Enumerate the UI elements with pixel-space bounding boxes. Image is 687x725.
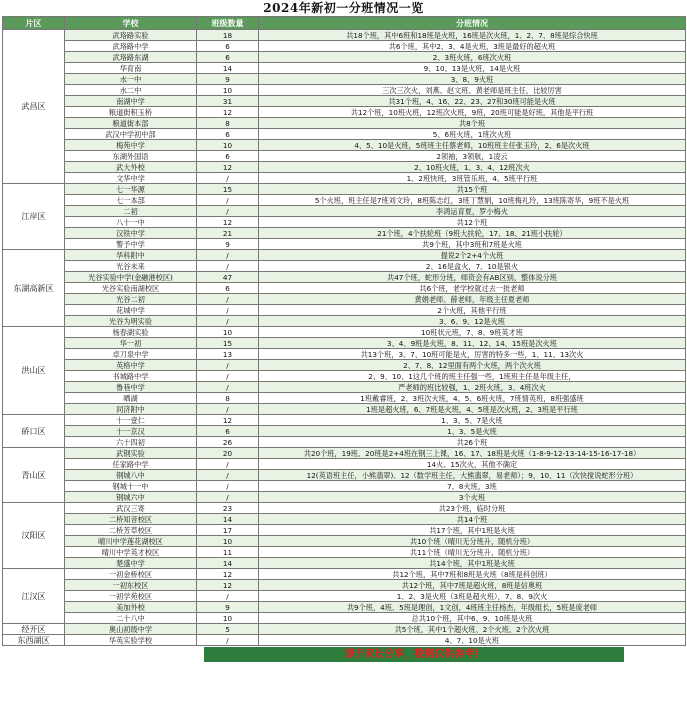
assignment-info-cell: 三次三次火，刘燕、赵文班、黄老师是班主任，比较厉害 (259, 85, 686, 96)
table-row (3, 305, 686, 316)
assignment-info-cell: 李鸿运育夏，罗小梅火 (259, 206, 686, 217)
table-row (3, 316, 686, 327)
assignment-info-cell: 共10个班（晴川无分班升，随机分班） (259, 536, 686, 547)
table-row (3, 85, 686, 96)
class-count-cell: 10 (197, 536, 259, 547)
school-cell: 十一京汉 (65, 426, 197, 437)
class-count-cell: / (197, 371, 259, 382)
school-cell: 二桥芳草校区 (65, 525, 197, 536)
class-count-cell: 26 (197, 437, 259, 448)
assignment-info-cell: 4、7、10是火班 (259, 635, 686, 646)
assignment-info-cell: 2个火班，其他平行班 (259, 305, 686, 316)
class-count-cell: 47 (197, 272, 259, 283)
class-count-cell: 20 (197, 448, 259, 459)
school-cell: 杨春湖实验 (65, 327, 197, 338)
table-row (3, 459, 686, 470)
school-cell: 书城路中学 (65, 371, 197, 382)
school-cell: 光谷二初 (65, 294, 197, 305)
assignment-info-cell: 5、6班火班，1班次火班 (259, 129, 686, 140)
district-cell: 东湖高新区 (3, 250, 65, 327)
table-row (3, 107, 686, 118)
school-cell: 二桥知音校区 (65, 514, 197, 525)
school-cell: 华育南 (65, 63, 197, 74)
table-row (3, 195, 686, 206)
table-row (3, 514, 686, 525)
class-count-cell: 15 (197, 184, 259, 195)
table-row (3, 481, 686, 492)
class-count-cell: 6 (197, 283, 259, 294)
assignment-info-cell: 黄娟老师、薛老师，年级主任夏老师 (259, 294, 686, 305)
table-row (3, 96, 686, 107)
assignment-info-cell: 3、8、9火班 (259, 74, 686, 85)
table-row (3, 536, 686, 547)
class-count-cell: 12 (197, 415, 259, 426)
class-count-cell: 31 (197, 96, 259, 107)
table-row (3, 52, 686, 63)
class-count-cell: 6 (197, 52, 259, 63)
district-cell: 东西湖区 (3, 635, 65, 646)
table-row (3, 349, 686, 360)
school-cell: 光谷实验南湖校区 (65, 283, 197, 294)
class-count-cell: 6 (197, 41, 259, 52)
school-cell: 水二中 (65, 85, 197, 96)
table-row (3, 250, 686, 261)
assignment-info-cell: 2、7、8、12里面有两个火班，两个次火班 (259, 360, 686, 371)
table-row (3, 470, 686, 481)
table-row (3, 327, 686, 338)
class-count-cell: 9 (197, 239, 259, 250)
header-info: 分班情况 (259, 17, 686, 30)
district-cell: 江汉区 (3, 569, 65, 624)
assignment-info-cell: 10班状元班，7、8、9班英才班 (259, 327, 686, 338)
school-cell: 二十八中 (65, 613, 197, 624)
school-cell: 水一中 (65, 74, 197, 85)
class-count-cell: 17 (197, 525, 259, 536)
table-row (3, 261, 686, 272)
assignment-info-cell: 提说2个2+4个火班 (259, 250, 686, 261)
class-count-cell: / (197, 635, 259, 646)
school-cell: 南湖中学 (65, 96, 197, 107)
table-row (3, 217, 686, 228)
class-count-cell: 9 (197, 74, 259, 85)
assignment-info-cell: 5个火班，班主任是7班刘文玲，8班陈志红，3班丁慧娟，10班梅礼玲，13班陈寄华，9班不是火班 (259, 195, 686, 206)
table-row (3, 173, 686, 184)
class-count-cell: / (197, 261, 259, 272)
class-count-cell: 10 (197, 613, 259, 624)
class-count-cell: / (197, 492, 259, 503)
assignment-info-cell: 共12个班，其中7班和8班是火班（8班是科创班） (259, 569, 686, 580)
class-count-cell: / (197, 382, 259, 393)
assignment-info-cell: 12(英语班主任，小熊翡翠)、12（数学班主任，大熊翡翠，易老师）；9、10、11（次快搅说蛇形分班） (259, 470, 686, 481)
assignment-info-cell: 1、2班快班，3班管乐班，4、5班平行班 (259, 173, 686, 184)
school-cell: 楚盛中学 (65, 558, 197, 569)
assignment-info-cell: 共31个班，4、16、22、23、27和30班可能是火班 (259, 96, 686, 107)
assignment-info-cell: 共8个班 (259, 118, 686, 129)
class-assignment-table (2, 16, 686, 646)
assignment-info-cell: 1、2、3是火班（3班是超火班），7、8、9次火 (259, 591, 686, 602)
assignment-info-cell: 1、3、5是火班 (259, 426, 686, 437)
class-count-cell: 18 (197, 30, 259, 41)
class-count-cell: 15 (197, 338, 259, 349)
school-cell: 一初金桥校区 (65, 569, 197, 580)
footer-note: 源于家长分享，数据仅供参考！ (204, 647, 624, 662)
table-row (3, 415, 686, 426)
school-cell: 粮道街积玉桥 (65, 107, 197, 118)
class-count-cell: 12 (197, 580, 259, 591)
class-count-cell: 10 (197, 85, 259, 96)
school-cell: 光谷未来 (65, 261, 197, 272)
district-cell: 洪山区 (3, 327, 65, 415)
class-count-cell: 6 (197, 129, 259, 140)
table-row (3, 426, 686, 437)
class-count-cell: 10 (197, 327, 259, 338)
school-cell: 华一初 (65, 338, 197, 349)
table-row (3, 283, 686, 294)
class-count-cell: / (197, 173, 259, 184)
school-cell: 武珞路东湖 (65, 52, 197, 63)
class-count-cell: / (197, 360, 259, 371)
assignment-info-cell: 共12个班 (259, 217, 686, 228)
table-row (3, 371, 686, 382)
class-count-cell: 9 (197, 602, 259, 613)
school-cell: 武汉三寄 (65, 503, 197, 514)
school-cell: 钢城十一中 (65, 481, 197, 492)
table-row (3, 118, 686, 129)
assignment-info-cell: 共13个班，3、7、10班可能是火，厉害的特多一些，1、11、13次火 (259, 349, 686, 360)
assignment-info-cell: 2、16是盒火，7、10是银火 (259, 261, 686, 272)
class-count-cell: / (197, 316, 259, 327)
assignment-info-cell: 共26个班 (259, 437, 686, 448)
table-row (3, 162, 686, 173)
school-cell: 武大外校 (65, 162, 197, 173)
table-row (3, 448, 686, 459)
class-count-cell: / (197, 195, 259, 206)
assignment-info-cell: 3、4、9班是火班，8、11、12、14、15班是次火班 (259, 338, 686, 349)
assignment-info-cell: 严老师的班比较强，1、2班火班，3、4班次火 (259, 382, 686, 393)
table-row (3, 184, 686, 195)
assignment-info-cell: 4、5、10是火班，5班班主任蔡老师，10班班主任张玉玲，2、6是次火班 (259, 140, 686, 151)
assignment-info-cell: 共17个班，其中1班是火班 (259, 525, 686, 536)
school-cell: 奥山初级中学 (65, 624, 197, 635)
school-cell: 武汉中学初中部 (65, 129, 197, 140)
school-cell: 武珞路实验 (65, 30, 197, 41)
table-row (3, 294, 686, 305)
class-count-cell: 14 (197, 558, 259, 569)
school-cell: 美加外校 (65, 602, 197, 613)
header-school: 学校 (65, 17, 197, 30)
class-count-cell: 10 (197, 140, 259, 151)
class-count-cell: 6 (197, 151, 259, 162)
table-row (3, 547, 686, 558)
page-title: 2024年新初一分班情况一览 (263, 1, 424, 15)
school-cell: 六十四初 (65, 437, 197, 448)
table-row (3, 525, 686, 536)
class-count-cell: / (197, 591, 259, 602)
school-cell: 卓刀泉中学 (65, 349, 197, 360)
assignment-info-cell: 共23个班，临时分班 (259, 503, 686, 514)
table-row (3, 558, 686, 569)
school-cell: 粮道街本部 (65, 118, 197, 129)
assignment-info-cell: 共12个班，10班火班，12班次火班，9班，20班可能是好班，其他是平行班 (259, 107, 686, 118)
assignment-info-cell: 共6个班，老学校就过去一批老师 (259, 283, 686, 294)
school-cell: 武钢实验 (65, 448, 197, 459)
school-cell: 光谷实验中学(金融港校区) (65, 272, 197, 283)
class-count-cell: 8 (197, 393, 259, 404)
assignment-info-cell: 14火、15次火，其他不确定 (259, 459, 686, 470)
district-cell: 武昌区 (3, 30, 65, 184)
district-cell: 汉阳区 (3, 503, 65, 569)
school-cell: 文华中学 (65, 173, 197, 184)
class-count-cell: 6 (197, 426, 259, 437)
assignment-info-cell: 共9个班，其中3班和7班是火班 (259, 239, 686, 250)
school-cell: 任家路中学 (65, 459, 197, 470)
class-count-cell: 12 (197, 569, 259, 580)
school-cell: 晴川中学莲花湖校区 (65, 536, 197, 547)
table-header-row (3, 17, 686, 30)
table-row (3, 129, 686, 140)
school-cell: 鲁巷中学 (65, 382, 197, 393)
assignment-info-cell: 共18个班，其中6班和18班是火班，16班是次火班，1、2、7、8班是综合快班 (259, 30, 686, 41)
table-row (3, 580, 686, 591)
table-row (3, 338, 686, 349)
assignment-info-cell: 3、6、9、12是火班 (259, 316, 686, 327)
assignment-info-cell: 21个班，4个扶轮班（9班大扶轮，17、18、21班小扶轮） (259, 228, 686, 239)
assignment-info-cell: 共6个班，其中2、3、4是火班，3班是最好的超火班 (259, 41, 686, 52)
school-cell: 汉铁中学 (65, 228, 197, 239)
table-row (3, 228, 686, 239)
assignment-info-cell: 1班是超火班，6、7班是火班，4、5班是次火班，2、3班是平行班 (259, 404, 686, 415)
table-row (3, 272, 686, 283)
school-cell: 华英实验学校 (65, 635, 197, 646)
assignment-info-cell: 1、3、5、7是火班 (259, 415, 686, 426)
class-count-cell: / (197, 294, 259, 305)
assignment-info-cell: 2、10班火班，1、3、4、12班次火 (259, 162, 686, 173)
table-row (3, 613, 686, 624)
header-district: 片区 (3, 17, 65, 30)
assignment-info-cell: 共9个班，4班、5班是理创，1文创，4班班主任杨杰，年级组长，5班是庞老师 (259, 602, 686, 613)
assignment-info-cell: 共15个班 (259, 184, 686, 195)
school-cell: 武珞路中学 (65, 41, 197, 52)
school-cell: 晒湖 (65, 393, 197, 404)
header-count: 班级数量 (197, 17, 259, 30)
table-row (3, 591, 686, 602)
table-row (3, 74, 686, 85)
school-cell: 钢城六中 (65, 492, 197, 503)
assignment-info-cell: 9、10、13是火班，14是火班 (259, 63, 686, 74)
table-row (3, 569, 686, 580)
class-count-cell: 12 (197, 162, 259, 173)
class-count-cell: / (197, 250, 259, 261)
school-cell: 七一华源 (65, 184, 197, 195)
assignment-info-cell: 7、8火班，3班 (259, 481, 686, 492)
district-cell: 经开区 (3, 624, 65, 635)
assignment-info-cell: 共12个班，其中7班是超火班，8班是信奥班 (259, 580, 686, 591)
class-count-cell: 11 (197, 547, 259, 558)
class-count-cell: / (197, 404, 259, 415)
class-count-cell: 5 (197, 624, 259, 635)
assignment-info-cell: 共11个班（晴川无分班升，随机分班） (259, 547, 686, 558)
class-count-cell: 12 (197, 217, 259, 228)
assignment-info-cell: 1班戴睿班，2、3班次火班，4、5、6班火班，7班情英班，8班强盛班 (259, 393, 686, 404)
class-count-cell: / (197, 470, 259, 481)
assignment-info-cell: 共5个班，其中1个超火班、2个火班、2个次火班 (259, 624, 686, 635)
assignment-info-cell: 2、3班火班，6班次火班 (259, 52, 686, 63)
table-row (3, 41, 686, 52)
table-row (3, 492, 686, 503)
school-cell: 警予中学 (65, 239, 197, 250)
class-count-cell: 8 (197, 118, 259, 129)
assignment-info-cell: 共14个班，其中1班是火班 (259, 558, 686, 569)
table-row (3, 360, 686, 371)
table-row (3, 602, 686, 613)
school-cell: 一初东校区 (65, 580, 197, 591)
school-cell: 花城中学 (65, 305, 197, 316)
assignment-info-cell: 3个火班 (259, 492, 686, 503)
table-row (3, 206, 686, 217)
assignment-info-cell: 总共10个班，其中6、9、10班是火班 (259, 613, 686, 624)
table-row (3, 503, 686, 514)
assignment-info-cell: 2、9、10、1这几个班的班主任强一些，1班班主任是年级主任， (259, 371, 686, 382)
class-count-cell: 13 (197, 349, 259, 360)
school-cell: 光谷为明实验 (65, 316, 197, 327)
district-cell: 青山区 (3, 448, 65, 503)
assignment-info-cell: 共47个班，蛇形分班，师资会有AB区别，整体说分班 (259, 272, 686, 283)
school-cell: 梅苑中学 (65, 140, 197, 151)
table-row (3, 239, 686, 250)
district-cell: 江岸区 (3, 184, 65, 250)
school-cell: 晴川中学英才校区 (65, 547, 197, 558)
table-row (3, 151, 686, 162)
class-count-cell: 12 (197, 107, 259, 118)
school-cell: 十一壹仁 (65, 415, 197, 426)
school-cell: 东湖外国语 (65, 151, 197, 162)
table-row (3, 404, 686, 415)
class-count-cell: / (197, 305, 259, 316)
table-row (3, 30, 686, 41)
assignment-info-cell: 共14个班 (259, 514, 686, 525)
school-cell: 英格中学 (65, 360, 197, 371)
class-count-cell: / (197, 481, 259, 492)
school-cell: 同济附中 (65, 404, 197, 415)
school-cell: 一初学苑校区 (65, 591, 197, 602)
table-body (3, 30, 686, 646)
class-count-cell: / (197, 206, 259, 217)
district-cell: 硚口区 (3, 415, 65, 448)
class-count-cell: 21 (197, 228, 259, 239)
table-row (3, 140, 686, 151)
assignment-info-cell: 共20个班，19班、20班是2+4班在钢三上课，16、17、18班是火班（1-8-9-12-13-14-15-16-17-18） (259, 448, 686, 459)
table-row (3, 382, 686, 393)
table-row (3, 624, 686, 635)
assignment-info-cell: 2领袖，3领航，1凌云 (259, 151, 686, 162)
table-row (3, 437, 686, 448)
class-count-cell: 23 (197, 503, 259, 514)
school-cell: 华科附中 (65, 250, 197, 261)
table-row (3, 63, 686, 74)
school-cell: 二初 (65, 206, 197, 217)
table-row (3, 393, 686, 404)
class-count-cell: 14 (197, 63, 259, 74)
class-count-cell: 14 (197, 514, 259, 525)
school-cell: 钢城八中 (65, 470, 197, 481)
table-row (3, 635, 686, 646)
school-cell: 八十一中 (65, 217, 197, 228)
school-cell: 七一本部 (65, 195, 197, 206)
class-count-cell: / (197, 459, 259, 470)
